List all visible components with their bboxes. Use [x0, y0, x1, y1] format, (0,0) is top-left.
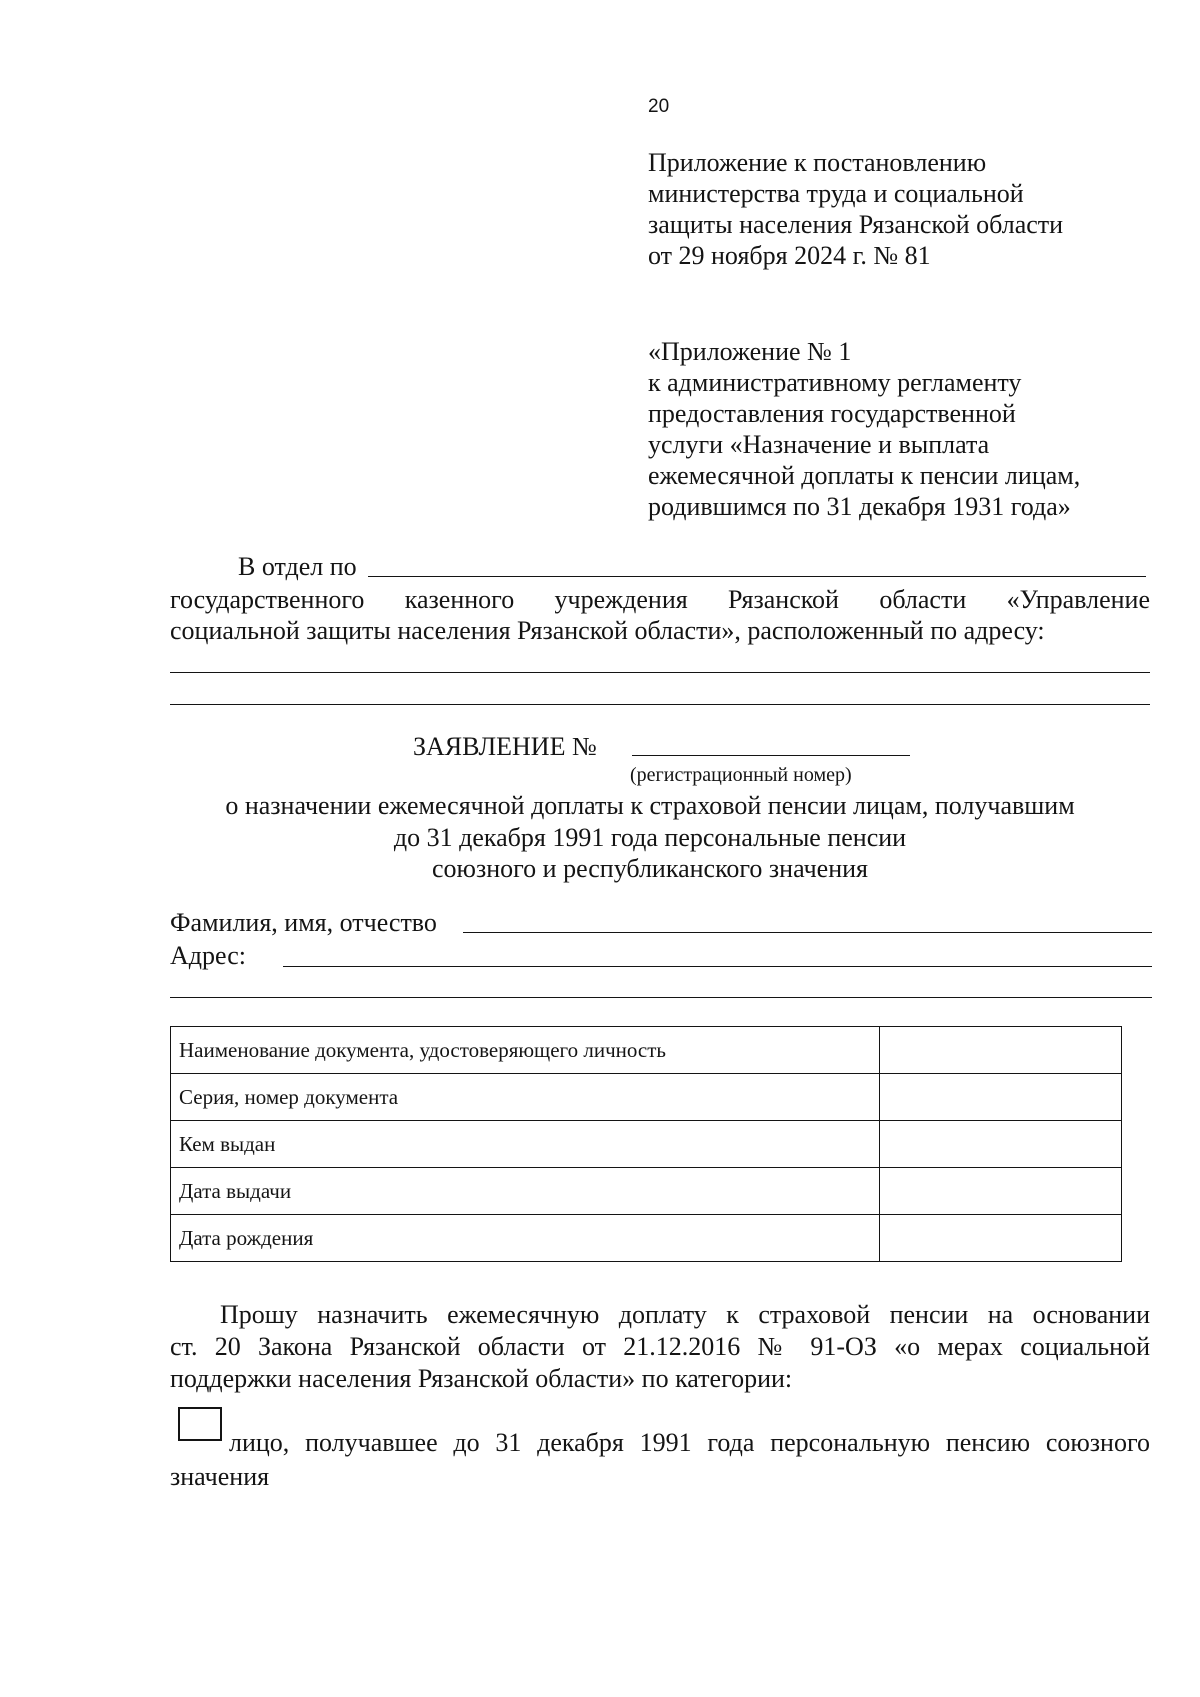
table-cell-label: Наименование документа, удостоверяющего личность [171, 1027, 880, 1074]
annex-line: родившимся по 31 декабря 1931 года» [648, 492, 1071, 521]
table-cell-label: Серия, номер документа [171, 1074, 880, 1121]
address-label: Адрес: [170, 941, 246, 970]
table-row [171, 1027, 1122, 1074]
full-name-label: Фамилия, имя, отчество [170, 908, 437, 937]
request-line-3: поддержки населения Рязанской области» по категории: [170, 1364, 793, 1393]
approval-line: Приложение к постановлению [648, 148, 987, 177]
request-line-1: Прошу назначить ежемесячную доплату к страховой пенсии на основании [220, 1300, 1150, 1329]
approval-line: от 29 ноября 2024 г. № 81 [648, 241, 931, 270]
annex-line: предоставления государственной [648, 399, 1016, 428]
category-checkbox[interactable] [178, 1407, 222, 1441]
table-cell-value[interactable] [880, 1074, 1122, 1121]
application-title: ЗАЯВЛЕНИЕ № [413, 732, 597, 761]
approval-line: защиты населения Рязанской области [648, 210, 1064, 239]
subject-line: до 31 декабря 1991 года персональные пенсии [393, 823, 907, 852]
address-field-line-1[interactable] [170, 672, 1150, 673]
annex-line: к административному регламенту [648, 368, 1022, 397]
table-cell-label: Дата выдачи [171, 1168, 880, 1215]
annex-line: услуги «Назначение и выплата [648, 430, 990, 459]
address-field-continued[interactable] [170, 997, 1152, 998]
registration-number-field[interactable] [632, 755, 910, 756]
request-line-2: ст. 20 Закона Рязанской области от 21.12.2016 № 91-ОЗ «о мерах социальной [170, 1332, 1150, 1361]
table-row [171, 1121, 1122, 1168]
category-option-line-1: лицо, получавшее до 31 декабря 1991 года персональную пенсию союзного [229, 1428, 1150, 1457]
addressee-line-2: государственного казенного учреждения Рязанской области «Управление [170, 585, 1150, 614]
annex-line: ежемесячной доплаты к пенсии лицам, [648, 461, 1081, 490]
addressee-line-3: социальной защиты населения Рязанской области», расположенный по адресу: [170, 616, 1045, 645]
department-field[interactable] [368, 576, 1146, 577]
category-option-line-2: значения [170, 1462, 270, 1491]
annex-header [648, 336, 1080, 522]
address-field[interactable] [283, 966, 1152, 967]
addressee-prefix: В отдел по [238, 552, 357, 581]
approval-header [648, 147, 1063, 271]
table-row [171, 1074, 1122, 1121]
table-cell-label: Дата рождения [171, 1215, 880, 1262]
full-name-field[interactable] [463, 932, 1152, 933]
subject-line: союзного и республиканского значения [432, 854, 868, 883]
registration-number-caption: (регистрационный номер) [630, 764, 852, 786]
table-cell-label: Кем выдан [171, 1121, 880, 1168]
table-cell-value[interactable] [880, 1215, 1122, 1262]
table-row [171, 1215, 1122, 1262]
subject-line: о назначении ежемесячной доплаты к страховой пенсии лицам, получавшим [225, 791, 1075, 820]
address-field-line-2[interactable] [170, 704, 1150, 705]
table-cell-value[interactable] [880, 1027, 1122, 1074]
annex-line: «Приложение № 1 [648, 337, 852, 366]
page-number: 20 [648, 96, 670, 117]
table-row [171, 1168, 1122, 1215]
table-cell-value[interactable] [880, 1121, 1122, 1168]
identity-document-table [170, 1026, 1122, 1262]
approval-line: министерства труда и социальной [648, 179, 1024, 208]
table-cell-value[interactable] [880, 1168, 1122, 1215]
